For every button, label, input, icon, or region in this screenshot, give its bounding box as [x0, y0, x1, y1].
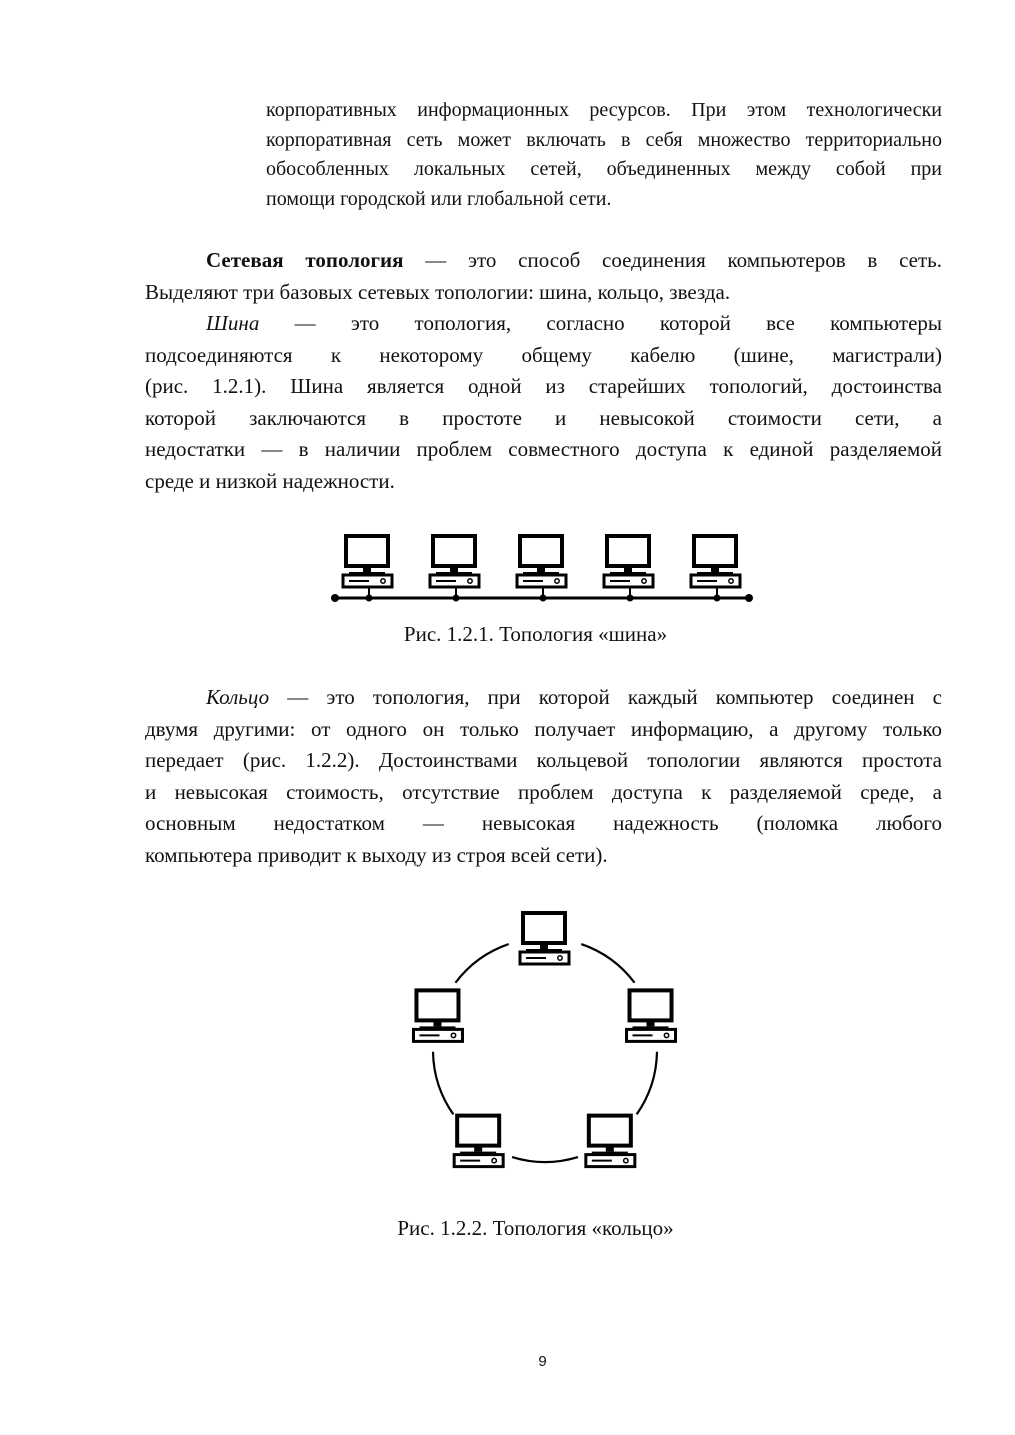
- bus-tap-point: [366, 595, 373, 602]
- intro-line: корпоративных информационных ресурсов. При этом технологически: [266, 99, 942, 121]
- bus-line: недостатки — в наличии проблем совместного доступа к единой разделяемой: [145, 437, 942, 461]
- bus-term: Шина: [206, 311, 260, 335]
- ring-definition-text: — это топология, при которой каждый компьютер соединен с: [269, 685, 942, 709]
- bus-line: которой заключаются в простоте и невысокой стоимости сети, а: [145, 405, 942, 430]
- bus-tap-point: [627, 595, 634, 602]
- topology-definition-paragraph: [145, 245, 942, 308]
- intro-line: помощи городской или глобальной сети.: [266, 187, 612, 210]
- bus-computer-icon: [343, 536, 392, 587]
- ring-line: двумя другими: от одного он только получает информацию, а другому только: [145, 716, 942, 741]
- bus-line: (рис. 1.2.1). Шина является одной из старейших топологий, достоинства: [145, 374, 942, 398]
- bus-line: среде и низкой надежности.: [145, 468, 395, 493]
- intro-paragraph: [266, 96, 942, 214]
- ring-line: передает (рис. 1.2.2). Достоинствами кольцевой топологии являются простота: [145, 748, 942, 772]
- ring-paragraph: [145, 682, 942, 871]
- intro-line: обособленных локальных сетей, объединенных между собой при: [266, 158, 942, 180]
- ring-computer-icon: [520, 913, 569, 964]
- ring-topology-figure: [390, 910, 700, 1190]
- bus-topology-figure: [325, 530, 765, 610]
- ring-figure-caption: Рис. 1.2.2. Топология «кольцо»: [397, 1216, 674, 1240]
- bus-computer-icon: [430, 536, 479, 587]
- ring-line: компьютера приводит к выходу из строя всей сети).: [145, 842, 608, 867]
- topology-term: Сетевая топология: [206, 248, 404, 272]
- ring-line: основным недостатком — невысокая надежность (поломка любого: [145, 811, 942, 835]
- bus-tap-point: [540, 595, 547, 602]
- bus-terminator: [331, 594, 339, 602]
- bus-definition-text: — это топология, согласно которой все компьютеры: [259, 311, 942, 335]
- bus-computer-icon: [517, 536, 566, 587]
- bus-terminator: [745, 594, 753, 602]
- bus-figure-caption: Рис. 1.2.1. Топология «шина»: [403, 622, 668, 646]
- intro-line: корпоративная сеть может включать в себя множество территориально: [266, 128, 942, 151]
- ring-term: Кольцо: [206, 685, 270, 709]
- bus-computer-icon: [604, 536, 653, 587]
- bus-tap-point: [714, 595, 721, 602]
- ring-computer-icon: [454, 1116, 503, 1167]
- bus-paragraph: [145, 308, 942, 497]
- ring-link: [433, 1052, 453, 1115]
- topology-definition-text: — это способ соединения компьютеров в сеть.: [403, 248, 942, 272]
- ring-computer-icon: [586, 1116, 635, 1167]
- topology-list-line: Выделяют три базовых сетевых топологии: шина, кольцо, звезда.: [145, 279, 731, 304]
- ring-line: и невысокая стоимость, отсутствие проблем доступа к разделяемой среде, а: [145, 779, 942, 804]
- ring-computer-icon: [413, 990, 462, 1041]
- bus-computer-icon: [691, 536, 740, 587]
- ring-link: [637, 1052, 657, 1115]
- page-number: 9: [538, 1353, 547, 1370]
- ring-link: [581, 944, 634, 983]
- ring-link: [455, 944, 508, 983]
- bus-tap-point: [453, 595, 460, 602]
- ring-computer-icon: [627, 990, 676, 1041]
- ring-link: [512, 1157, 578, 1162]
- bus-line: подсоединяются к некоторому общему кабелю (шине, магистрали): [145, 342, 942, 367]
